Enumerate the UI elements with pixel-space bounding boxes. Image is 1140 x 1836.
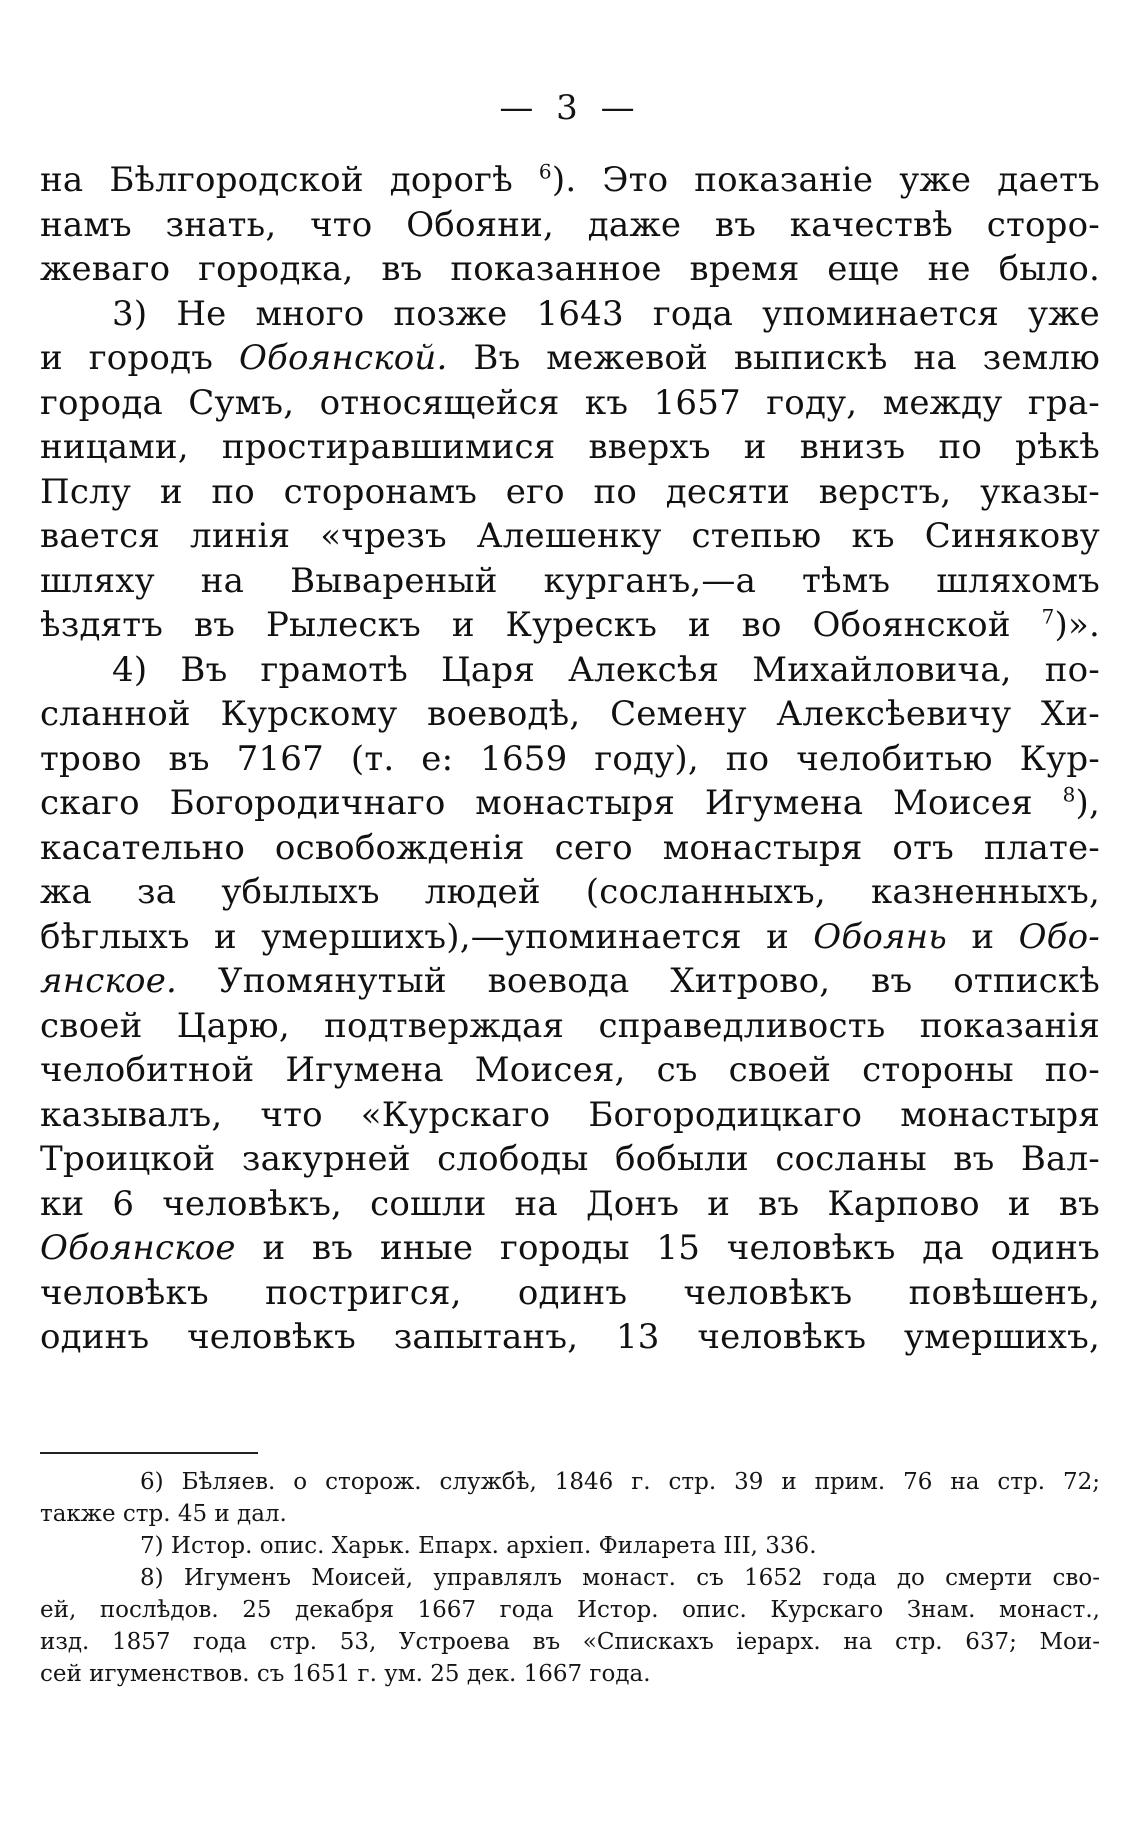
- text-line: сланной Курскому воеводѣ, Семену Алексѣевичу Хи-: [40, 694, 1100, 734]
- text-line: жа за убылыхъ людей (сосланныхъ, казненныхъ,: [40, 872, 1100, 912]
- text-line: на Бѣлгородской дорогѣ $^6$). Это показаніе уже даетъ: [40, 159, 1101, 200]
- text-line: ѣздятъ въ Рылескъ и Курескъ и во Обоянской $^7$)».: [40, 604, 1100, 645]
- footnote-line: сей игуменствов. съ 1651 г. ум. 25 дек. 1667 года.: [40, 1661, 651, 1687]
- body-text: [40, 158, 1100, 1360]
- footnote-line: 7) Истор. опис. Харьк. Епарх. архіеп. Филарета III, 336.: [140, 1533, 817, 1559]
- text-line: своей Царю, подтверждая справедливость показанія: [40, 1005, 1100, 1046]
- text-line: челобитной Игумена Моисея, съ своей стороны по-: [40, 1050, 1100, 1090]
- text-line: бѣглыхъ и умершихъ),—упоминается и Обоянь и Обо-: [40, 916, 1100, 957]
- footnote-ref: 8: [1062, 782, 1076, 807]
- text-line: касательно освобожденія сего монастыря отъ плате-: [40, 827, 1100, 868]
- footnotes: [40, 1466, 1100, 1690]
- text-line: 3) Не много позже 1643 года упоминается уже: [112, 293, 1100, 334]
- footnote-ref: 6: [538, 159, 552, 184]
- footnote-ref: 7: [1041, 604, 1055, 629]
- text-line: Троицкой закурней слободы бобыли сосланы въ Вал-: [40, 1139, 1100, 1179]
- text-line: Обоянское и въ иные городы 15 человѣкъ да одинъ: [40, 1228, 1100, 1268]
- text-line: человѣкъ постригся, одинъ человѣкъ повѣшенъ,: [40, 1272, 1100, 1313]
- text-line: одинъ человѣкъ запытанъ, 13 человѣкъ умершихъ,: [40, 1317, 1100, 1357]
- text-line: намъ знать, что Обояни, даже въ качествѣ сторо-: [40, 204, 1100, 245]
- footnote-line: изд. 1857 года стр. 53, Устроева въ «Спискахъ іерарх. на стр. 637; Мои-: [40, 1629, 1100, 1655]
- text-line: вается линія «чрезъ Алешенку степью къ Синякову: [40, 516, 1100, 556]
- text-line: шляху на Вывареный курганъ,—а тѣмъ шляхомъ: [40, 560, 1100, 601]
- footnote-line: также стр. 45 и дал.: [40, 1501, 287, 1527]
- footnote-line: 6) Бѣляев. о сторож. службѣ, 1846 г. стр. 39 и прим. 76 на стр. 72;: [140, 1469, 1100, 1495]
- text-line: города Сумъ, относящейся къ 1657 году, между гра-: [40, 382, 1100, 423]
- text-line: трово въ 7167 (т. е: 1659 году), по челобитью Кур-: [40, 738, 1100, 779]
- footnote-divider: [40, 1452, 258, 1454]
- text-line: и городъ Обоянской. Въ межевой выпискѣ на землю: [40, 338, 1100, 378]
- footnote-line: ей, послѣдов. 25 декабря 1667 года Истор. опис. Курскаго Знам. монаст.,: [40, 1597, 1100, 1623]
- text-line: жеваго городка, въ показанное время еще не было.: [40, 249, 1100, 289]
- text-line: скаго Богородичнаго монастыря Игумена Моисея $^8$),: [40, 782, 1100, 823]
- footnote-line: 8) Игуменъ Моисей, управлялъ монаст. съ 1652 года до смерти сво-: [140, 1565, 1100, 1591]
- page-number: — 3 —: [499, 88, 641, 128]
- text-line: янское. Упомянутый воевода Хитрово, въ отпискѣ: [40, 961, 1100, 1001]
- text-line: Пслу и по сторонамъ его по десяти верстъ, указы-: [40, 471, 1100, 512]
- text-line: ки 6 человѣкъ, сошли на Донъ и въ Карпово и въ: [40, 1183, 1100, 1224]
- text-line: казывалъ, что «Курскаго Богородицкаго монастыря: [40, 1094, 1100, 1135]
- text-line: ницами, простиравшимися вверхъ и внизъ по рѣкѣ: [40, 427, 1100, 467]
- text-line: 4) Въ грамотѣ Царя Алексѣя Михайловича, по-: [112, 649, 1100, 690]
